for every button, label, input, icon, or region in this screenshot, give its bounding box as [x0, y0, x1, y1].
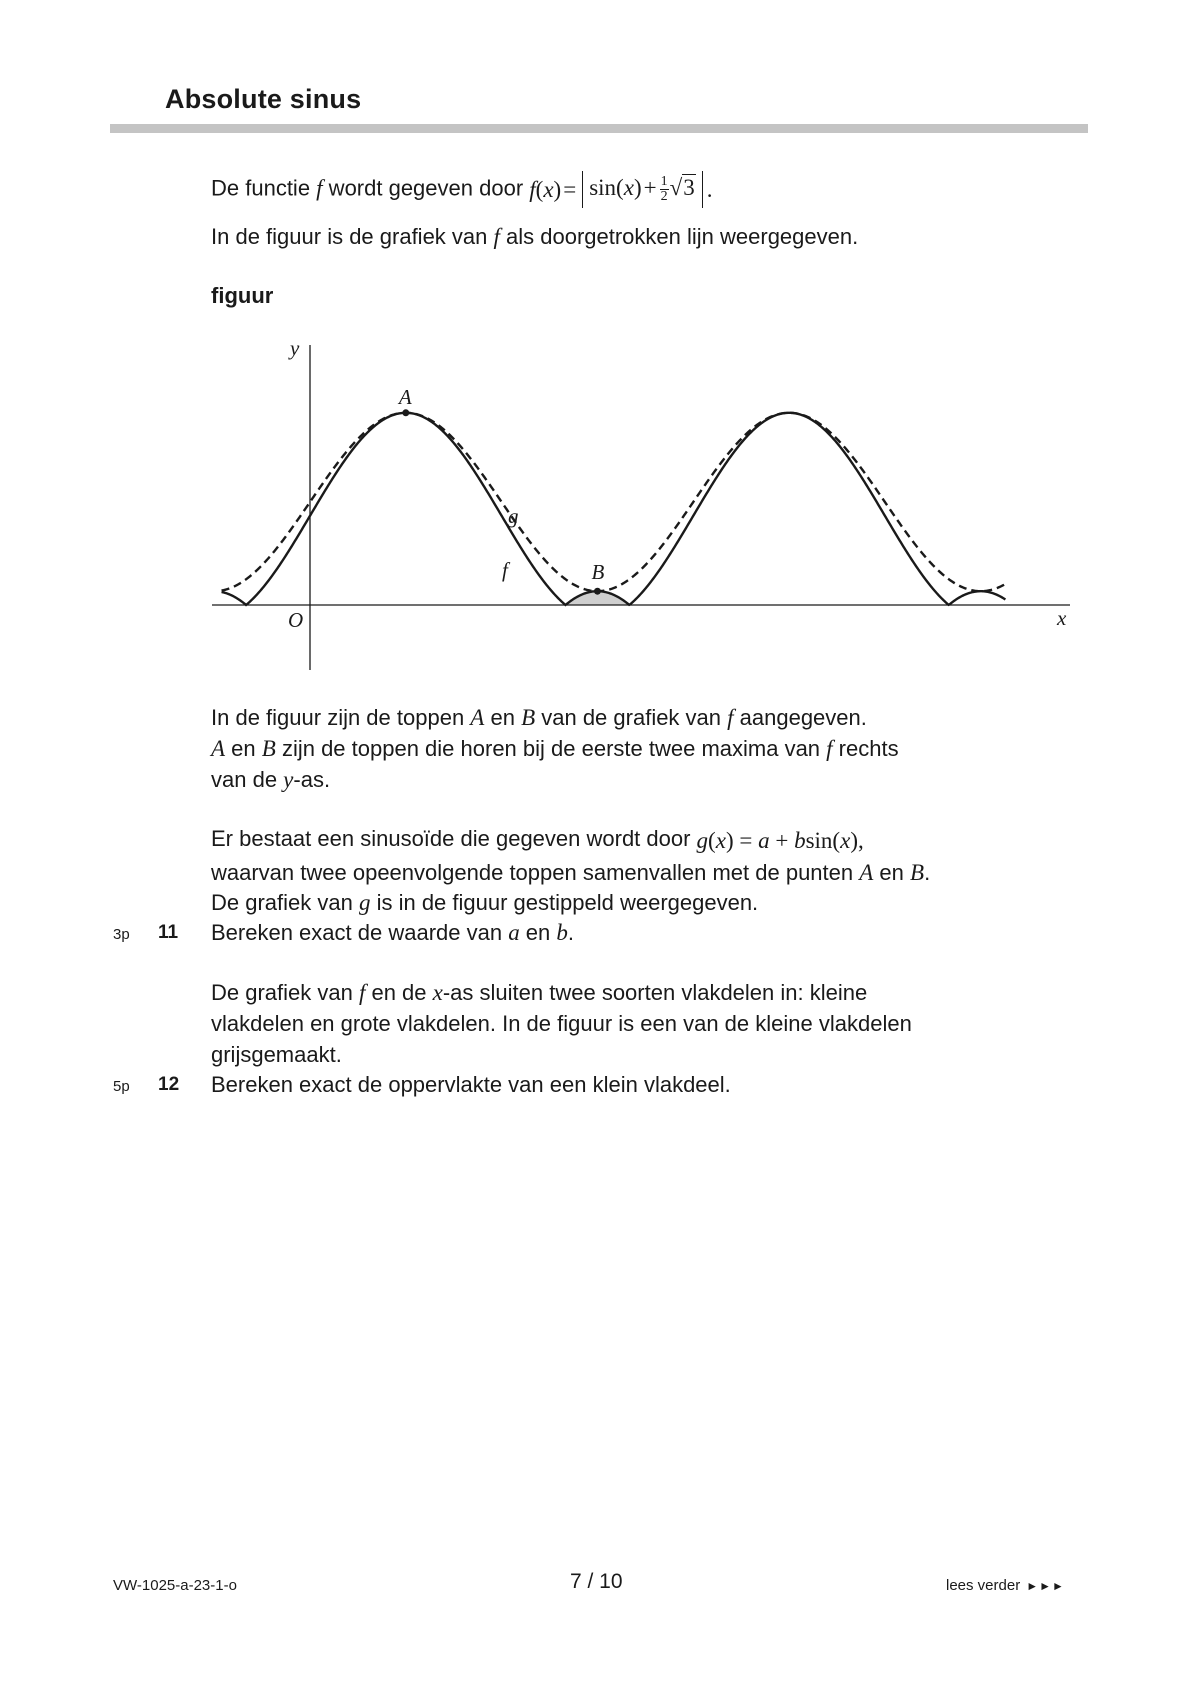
text: -as sluiten twee soorten vlakdelen in: kleine [442, 980, 868, 1005]
formula-g-plus: + [769, 827, 795, 853]
formula-sin-arg: (x) [616, 174, 642, 200]
var-y: y [283, 767, 294, 792]
question-11-text [211, 917, 574, 948]
page-number: 7 / 10 [570, 1570, 623, 1593]
var-f: f [826, 736, 833, 761]
curve-g-label: g [508, 504, 519, 528]
curve-f-label: f [502, 558, 508, 582]
text: en [484, 705, 522, 730]
frac-num: 1 [660, 174, 668, 189]
text: Bereken exact de waarde van [211, 920, 509, 945]
body3-line-2: vlakdelen en grote vlakdelen. In de figuur is een van de kleine vlakdelen [211, 1011, 912, 1036]
formula-g-eq: = [733, 827, 759, 853]
fraction-half [660, 175, 669, 204]
var-B: B [261, 736, 276, 761]
var-B: B [910, 860, 925, 885]
intro-line-2 [211, 221, 858, 252]
text: en de [365, 980, 433, 1005]
text: is in de figuur gestippeld weergegeven. [370, 890, 759, 915]
var-f: f [727, 705, 734, 730]
x-axis-label: x [1057, 606, 1067, 630]
formula-g-b: b [794, 827, 806, 853]
text: van de [211, 767, 284, 792]
var-a: a [508, 920, 520, 945]
sqrt-sign: √ [669, 174, 683, 200]
formula-g-a: a [758, 827, 770, 853]
body1-line-1 [211, 702, 867, 733]
body1-line-3 [211, 764, 330, 795]
formula-lhs: f [529, 177, 536, 202]
absolute-value [582, 171, 703, 208]
text: rechts [832, 736, 899, 761]
body2-line-1 [211, 823, 864, 856]
continue-note [946, 1577, 1065, 1594]
var-B: B [521, 705, 536, 730]
origin-label: O [288, 608, 304, 632]
text: In de figuur is de grafiek van [211, 224, 494, 249]
text: en [519, 920, 557, 945]
formula-plus: + [643, 174, 657, 200]
point-B [594, 588, 601, 595]
text: van de grafiek van [535, 705, 728, 730]
text: zijn de toppen die horen bij de eerste twee maxima van [275, 736, 827, 761]
var-f: f [358, 980, 366, 1005]
body3-line-3: grijsgemaakt. [211, 1042, 342, 1067]
point-B-label: B [591, 560, 605, 585]
body2-line-3 [211, 887, 758, 918]
text: -as. [293, 767, 331, 792]
body1-line-2 [211, 733, 899, 764]
question-12-points: 5p [113, 1078, 130, 1095]
text: wordt gegeven door [322, 175, 530, 201]
formula-g [697, 825, 864, 856]
var-f: f [316, 175, 323, 201]
text: De functie [211, 175, 317, 201]
formula-g-lhs: g [696, 827, 709, 853]
section-title: Absolute sinus [165, 84, 362, 114]
point-A-label: A [398, 384, 412, 409]
figure-graph [200, 330, 1080, 680]
var-A: A [211, 736, 226, 761]
text: als doorgetrokken lijn weergegeven. [499, 224, 859, 249]
var-f: f [493, 224, 500, 249]
question-12-number: 12 [158, 1074, 180, 1095]
formula-g-sin: sin [805, 827, 833, 853]
text: Er bestaat een sinusoïde die gegeven wordt door [211, 826, 697, 851]
formula-lhs-arg: (x) [535, 177, 562, 202]
title-divider [110, 124, 1088, 133]
var-A: A [859, 860, 874, 885]
formula-eq: = [563, 177, 577, 202]
question-11-points: 3p [113, 926, 130, 943]
sqrt [670, 176, 696, 199]
var-g: g [358, 890, 371, 915]
text: en [225, 736, 262, 761]
frac-den: 2 [660, 189, 668, 204]
formula-f [529, 171, 712, 208]
question-11-number: 11 [158, 922, 179, 943]
text: De grafiek van [211, 890, 359, 915]
intro-line-1 [211, 171, 712, 208]
text: . [567, 920, 575, 945]
formula-g-sarg: (x) [832, 827, 858, 853]
y-axis-label: y [290, 336, 300, 360]
sqrt-arg: 3 [683, 174, 695, 200]
formula-g-end: , [857, 827, 864, 853]
continue-text: lees verder [946, 1577, 1021, 1594]
formula-end: . [706, 177, 713, 202]
body3-line-1 [211, 977, 867, 1008]
text: aangegeven. [733, 705, 867, 730]
point-A [402, 409, 409, 416]
var-A: A [470, 705, 485, 730]
var-b: b [556, 920, 568, 945]
continue-arrows-icon: ►►► [1026, 1579, 1065, 1593]
text: In de figuur zijn de toppen [211, 705, 471, 730]
curve-g [222, 413, 1006, 591]
var-x: x [432, 980, 443, 1005]
text: De grafiek van [211, 980, 359, 1005]
text: en [873, 860, 911, 885]
text: . [924, 860, 931, 885]
formula-g-arg: (x) [708, 827, 734, 853]
body2-line-2 [211, 857, 930, 888]
text: waarvan twee opeenvolgende toppen samenvallen met de punten [211, 860, 860, 885]
exam-code: VW-1025-a-23-1-o [113, 1577, 237, 1594]
figure-label: figuur [211, 283, 274, 308]
curve-f [222, 413, 1006, 605]
question-12-text: Bereken exact de oppervlakte van een klein vlakdeel. [211, 1072, 731, 1097]
formula-sin: sin [589, 174, 617, 200]
